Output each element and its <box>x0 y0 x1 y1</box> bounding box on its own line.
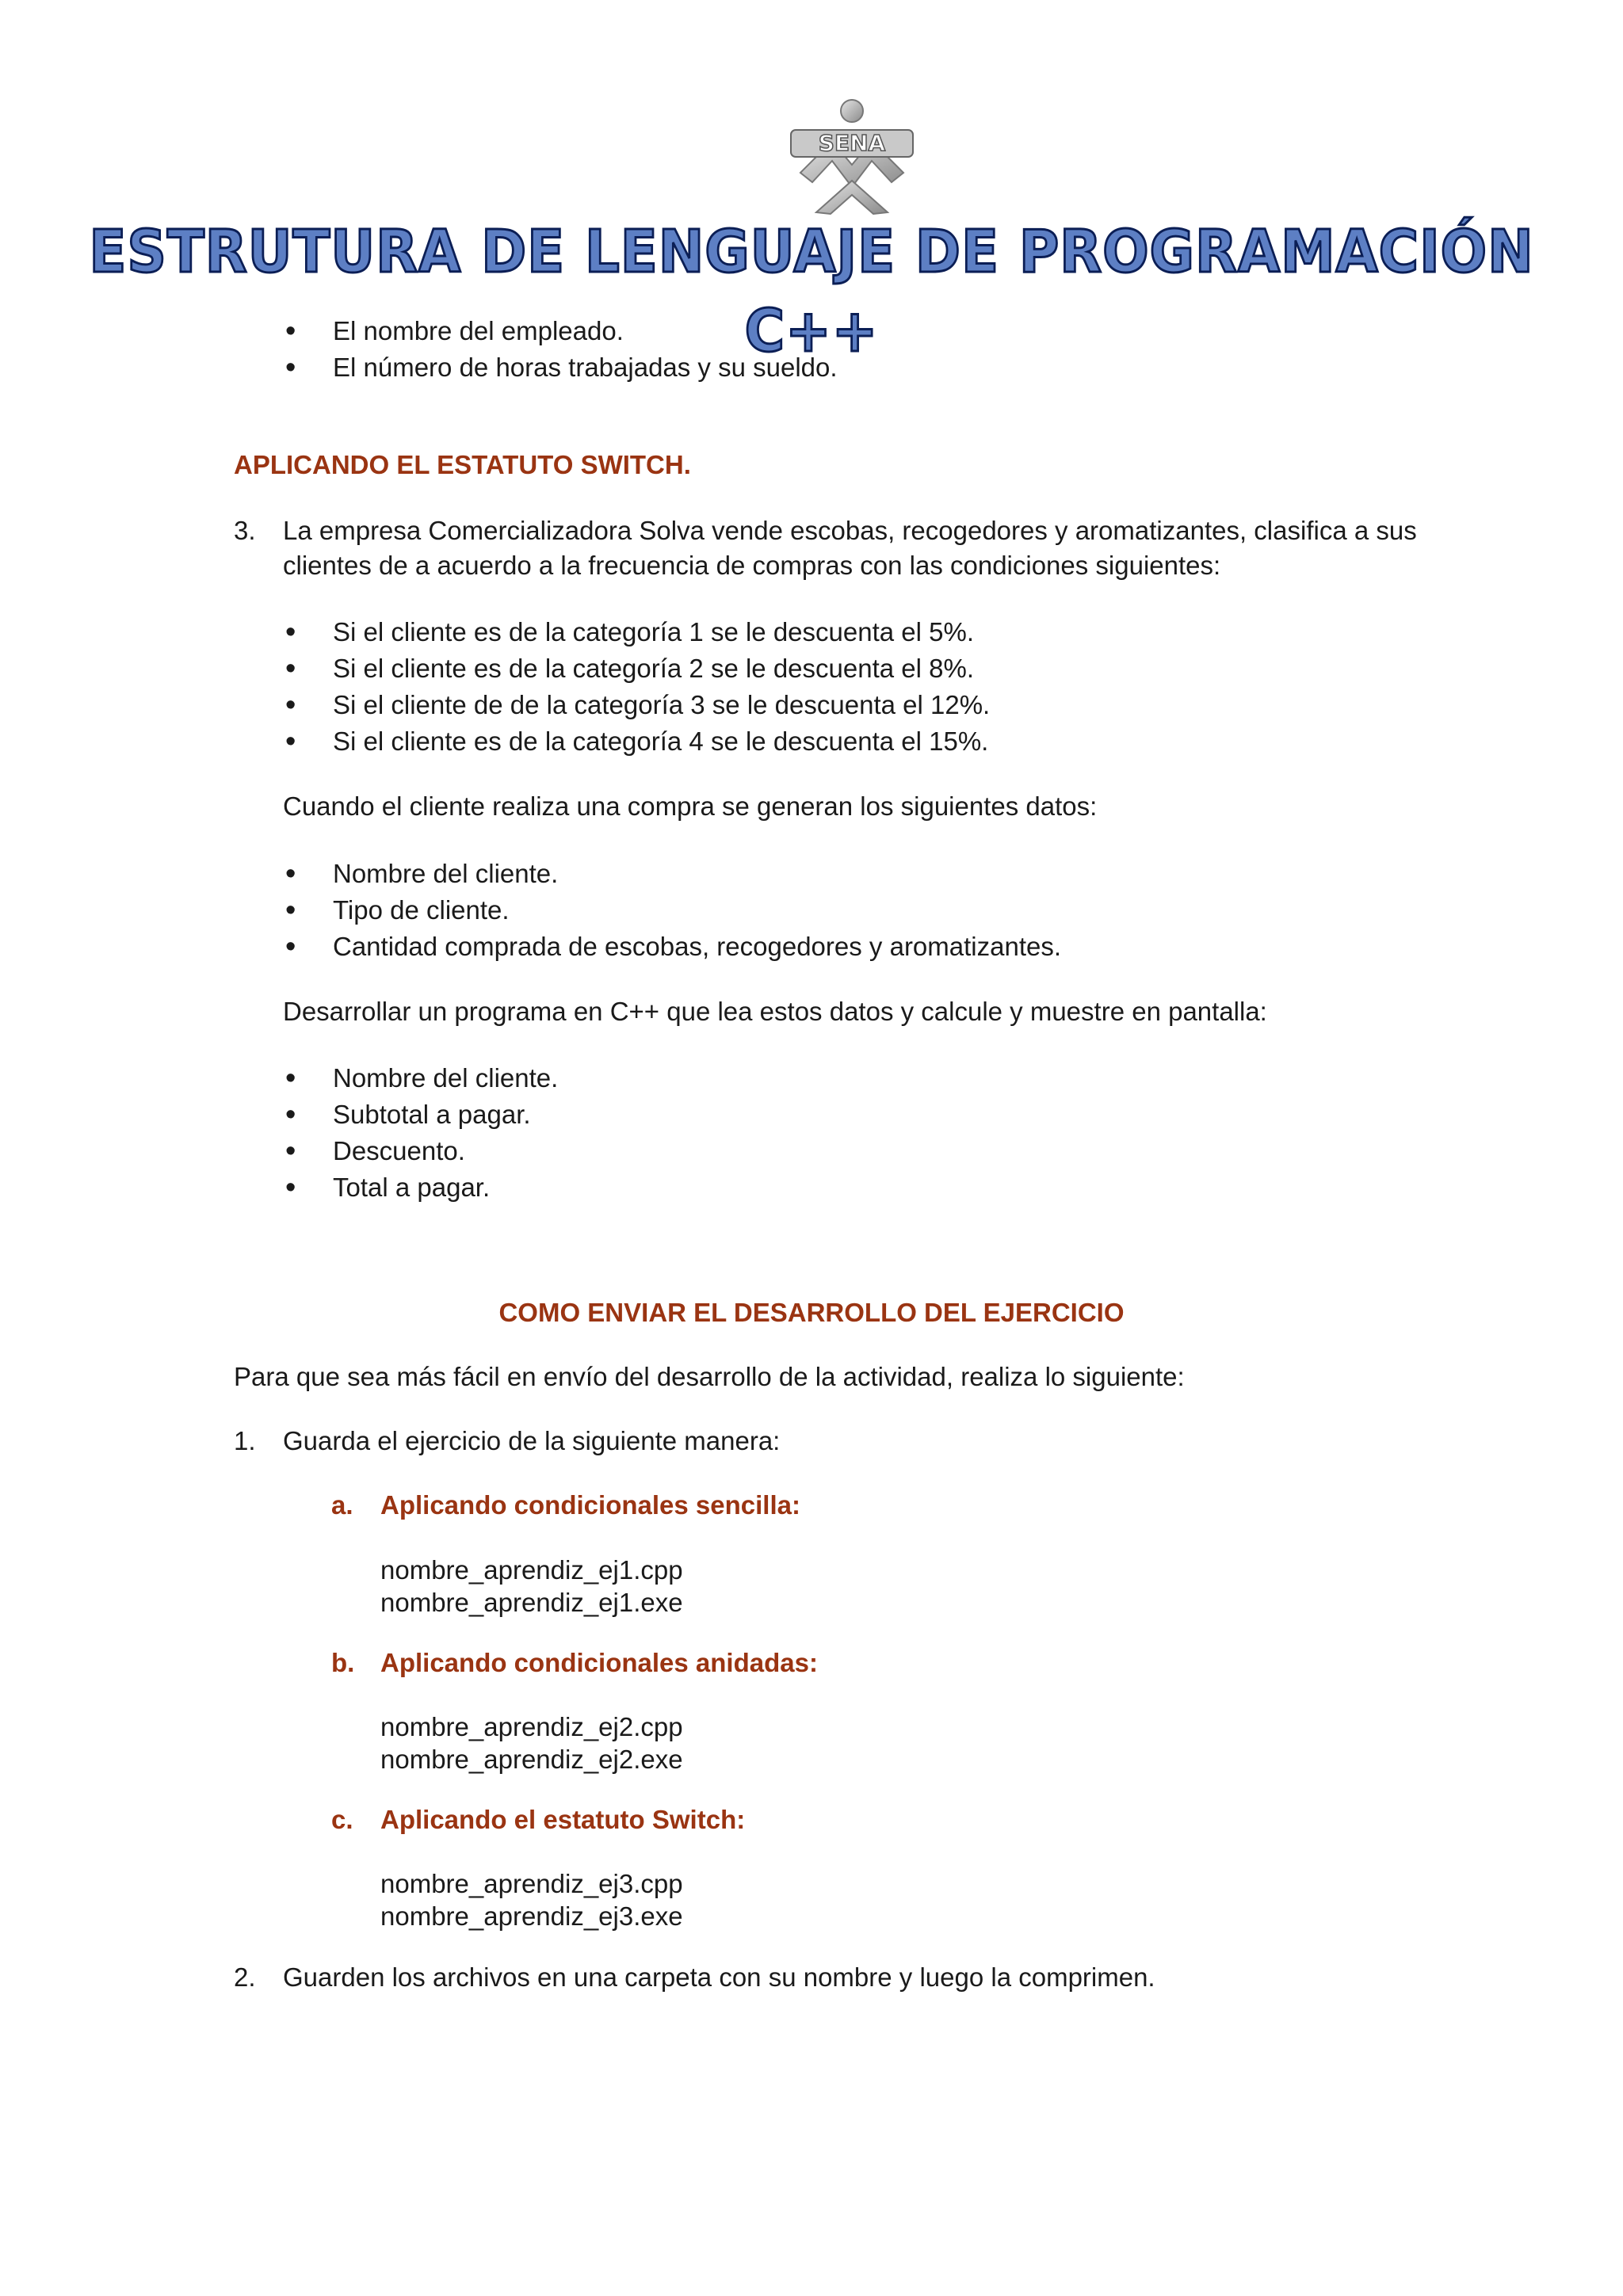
subitem-label: Aplicando el estatuto Switch: <box>380 1805 746 1834</box>
purchase-data-bullet: • Tipo de cliente. <box>333 894 510 926</box>
output-bullet: • Descuento. <box>333 1135 465 1167</box>
output-bullet: • Subtotal a pagar. <box>333 1099 531 1131</box>
subitem-letter: c. <box>331 1805 353 1834</box>
intro-bullet: • El número de horas trabajadas y su sueldo. <box>333 352 838 383</box>
subitem-letter: a. <box>331 1490 353 1520</box>
purchase-intro: Cuando el cliente realiza una compra se generan los siguientes datos: <box>283 791 1098 821</box>
purchase-data-bullet: • Cantidad comprada de escobas, recogedores y aromatizantes. <box>333 931 1061 963</box>
step-number: 2. <box>234 1962 256 1992</box>
condition-bullet: • Si el cliente es de la categoría 2 se le descuenta el 8%. <box>333 653 974 685</box>
section-heading-send: COMO ENVIAR EL DESARROLLO DEL EJERCICIO <box>498 1298 1125 1327</box>
item-text-line: clientes de a acuerdo a la frecuencia de compras con las condiciones siguientes: <box>283 551 1221 580</box>
step-text: Guarden los archivos en una carpeta con su nombre y luego la comprimen. <box>283 1962 1155 1992</box>
item-number: 3. <box>234 516 256 545</box>
purchase-data-bullet: • Nombre del cliente. <box>333 858 558 890</box>
sena-logo <box>785 93 919 220</box>
subitem-letter: b. <box>331 1648 355 1677</box>
output-bullet: • Nombre del cliente. <box>333 1062 558 1094</box>
sena-logo-icon <box>785 93 919 220</box>
send-intro: Para que sea más fácil en envío del desarrollo de la actividad, realiza lo siguiente: <box>234 1362 1185 1391</box>
condition-bullet: • Si el cliente de de la categoría 3 se le descuenta el 12%. <box>333 689 990 721</box>
title-text: ESTRUTURA DE LENGUAJE DE PROGRAMACIÓN C++ <box>89 218 1534 365</box>
program-intro: Desarrollar un programa en C++ que lea estos datos y calcule y muestre en pantalla: <box>283 997 1267 1026</box>
subitem-label: Aplicando condicionales sencilla: <box>380 1490 800 1520</box>
file-name: nombre_aprendiz_ej1.exe <box>380 1588 683 1617</box>
file-name: nombre_aprendiz_ej1.cpp <box>380 1555 683 1585</box>
intro-bullet: • El nombre del empleado. <box>333 315 624 347</box>
file-name: nombre_aprendiz_ej2.exe <box>380 1745 683 1774</box>
output-bullet: • Total a pagar. <box>333 1172 490 1203</box>
item-text-line: La empresa Comercializadora Solva vende escobas, recogedores y aromatizantes, clasifica a sus <box>283 516 1417 545</box>
condition-bullet: • Si el cliente es de la categoría 4 se le descuenta el 15%. <box>333 726 988 757</box>
file-name: nombre_aprendiz_ej3.cpp <box>380 1869 683 1898</box>
condition-bullet: • Si el cliente es de la categoría 1 se le descuenta el 5%. <box>333 616 974 648</box>
svg-text:SENA: SENA <box>818 130 886 156</box>
file-name: nombre_aprendiz_ej3.exe <box>380 1901 683 1931</box>
subitem-label: Aplicando condicionales anidadas: <box>380 1648 818 1677</box>
file-name: nombre_aprendiz_ej2.cpp <box>380 1712 683 1741</box>
step-text: Guarda el ejercicio de la siguiente manera: <box>283 1426 781 1455</box>
section-heading-switch: APLICANDO EL ESTATUTO SWITCH. <box>234 450 691 479</box>
step-number: 1. <box>234 1426 256 1455</box>
